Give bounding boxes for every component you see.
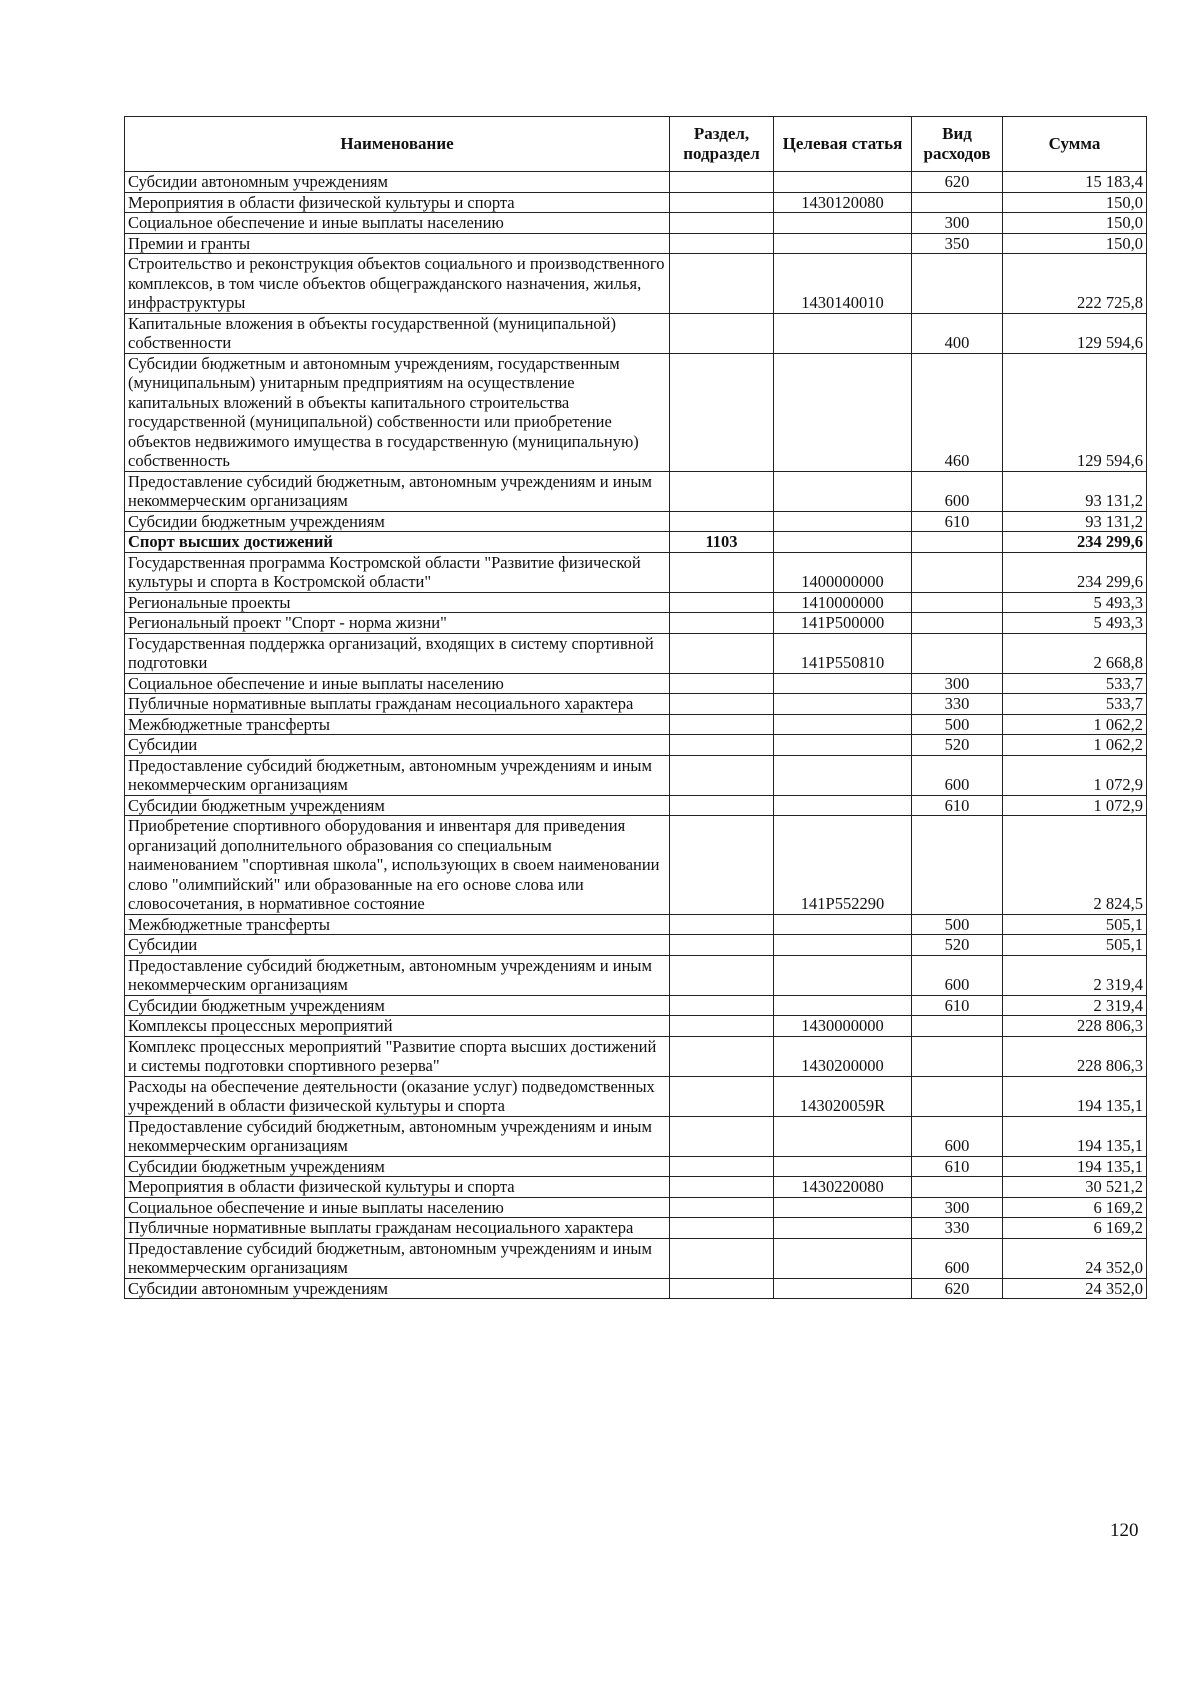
row-target-article: 1430000000	[774, 1016, 912, 1037]
table-row	[125, 935, 1147, 956]
row-name: Социальное обеспечение и иные выплаты населению	[125, 1197, 670, 1218]
row-section	[670, 1076, 774, 1116]
row-section: 1103	[670, 532, 774, 553]
row-target-article: 1430220080	[774, 1177, 912, 1198]
row-expense-type: 600	[912, 1116, 1003, 1156]
row-section	[670, 1116, 774, 1156]
row-expense-type: 300	[912, 213, 1003, 234]
row-expense-type	[912, 633, 1003, 673]
row-sum: 194 135,1	[1003, 1156, 1147, 1177]
table-row	[125, 1016, 1147, 1037]
table-row	[125, 995, 1147, 1016]
row-name: Региональные проекты	[125, 592, 670, 613]
row-name: Предоставление субсидий бюджетным, автономным учреждениям и иным некоммерческим организациям	[125, 471, 670, 511]
row-target-article: 1400000000	[774, 552, 912, 592]
row-sum: 129 594,6	[1003, 353, 1147, 471]
table-row	[125, 673, 1147, 694]
table-row	[125, 1278, 1147, 1299]
row-name: Расходы на обеспечение деятельности (оказание услуг) подведомственных учреждений в области физической культуры и спорта	[125, 1076, 670, 1116]
row-target-article	[774, 955, 912, 995]
row-expense-type	[912, 254, 1003, 314]
row-target-article: 1430140010	[774, 254, 912, 314]
table-row	[125, 254, 1147, 314]
row-section	[670, 914, 774, 935]
row-name: Социальное обеспечение и иные выплаты населению	[125, 673, 670, 694]
row-name: Комплекс процессных мероприятий "Развитие спорта высших достижений и системы подготовки спортивного резерва"	[125, 1036, 670, 1076]
row-expense-type: 460	[912, 353, 1003, 471]
table-row	[125, 1076, 1147, 1116]
row-section	[670, 1036, 774, 1076]
row-target-article: 1430120080	[774, 192, 912, 213]
row-section	[670, 213, 774, 234]
page-number: 120	[1110, 1520, 1139, 1541]
row-target-article: 141P550810	[774, 633, 912, 673]
row-target-article	[774, 935, 912, 956]
header-target: Целевая статья	[774, 117, 912, 172]
row-target-article: 143020059R	[774, 1076, 912, 1116]
table-row	[125, 192, 1147, 213]
row-section	[670, 935, 774, 956]
row-section	[670, 755, 774, 795]
row-sum: 234 299,6	[1003, 552, 1147, 592]
row-expense-type	[912, 192, 1003, 213]
row-sum: 2 824,5	[1003, 816, 1147, 915]
row-expense-type	[912, 552, 1003, 592]
row-expense-type: 600	[912, 1238, 1003, 1278]
table-body	[125, 172, 1147, 1299]
table-row	[125, 633, 1147, 673]
row-target-article: 141P500000	[774, 613, 912, 634]
row-expense-type: 620	[912, 1278, 1003, 1299]
table-row	[125, 1116, 1147, 1156]
row-section	[670, 816, 774, 915]
row-name: Публичные нормативные выплаты гражданам несоциального характера	[125, 1218, 670, 1239]
row-target-article	[774, 172, 912, 193]
table-row	[125, 532, 1147, 553]
row-target-article	[774, 1156, 912, 1177]
row-section	[670, 1218, 774, 1239]
table-row	[125, 735, 1147, 756]
row-sum: 2 319,4	[1003, 995, 1147, 1016]
row-name: Государственная поддержка организаций, входящих в систему спортивной подготовки	[125, 633, 670, 673]
row-name: Государственная программа Костромской области "Развитие физической культуры и спорта в Костромской области"	[125, 552, 670, 592]
row-name: Предоставление субсидий бюджетным, автономным учреждениям и иным некоммерческим организациям	[125, 1116, 670, 1156]
row-target-article	[774, 471, 912, 511]
row-target-article	[774, 694, 912, 715]
row-sum: 505,1	[1003, 914, 1147, 935]
row-name: Субсидии бюджетным учреждениям	[125, 995, 670, 1016]
row-sum: 228 806,3	[1003, 1016, 1147, 1037]
row-name: Премии и гранты	[125, 233, 670, 254]
row-sum: 1 072,9	[1003, 795, 1147, 816]
row-section	[670, 172, 774, 193]
row-expense-type	[912, 1016, 1003, 1037]
row-section	[670, 995, 774, 1016]
row-sum: 533,7	[1003, 694, 1147, 715]
row-sum: 6 169,2	[1003, 1218, 1147, 1239]
row-section	[670, 694, 774, 715]
row-sum: 129 594,6	[1003, 313, 1147, 353]
row-expense-type: 610	[912, 995, 1003, 1016]
row-name: Межбюджетные трансферты	[125, 714, 670, 735]
row-expense-type	[912, 592, 1003, 613]
row-section	[670, 353, 774, 471]
row-target-article	[774, 735, 912, 756]
table-row	[125, 1036, 1147, 1076]
row-section	[670, 1016, 774, 1037]
row-name: Региональный проект "Спорт - норма жизни"	[125, 613, 670, 634]
row-section	[670, 592, 774, 613]
row-target-article	[774, 673, 912, 694]
row-expense-type	[912, 532, 1003, 553]
table-row	[125, 511, 1147, 532]
row-target-article	[774, 914, 912, 935]
row-sum: 93 131,2	[1003, 511, 1147, 532]
row-section	[670, 552, 774, 592]
row-sum: 222 725,8	[1003, 254, 1147, 314]
row-target-article	[774, 1238, 912, 1278]
row-target-article	[774, 714, 912, 735]
row-expense-type	[912, 1076, 1003, 1116]
table-row	[125, 694, 1147, 715]
table-row	[125, 1156, 1147, 1177]
table-row	[125, 1218, 1147, 1239]
row-section	[670, 254, 774, 314]
row-target-article	[774, 233, 912, 254]
row-target-article	[774, 532, 912, 553]
row-target-article: 1410000000	[774, 592, 912, 613]
row-target-article	[774, 1197, 912, 1218]
table-row	[125, 714, 1147, 735]
row-target-article	[774, 313, 912, 353]
row-sum: 2 668,8	[1003, 633, 1147, 673]
row-sum: 150,0	[1003, 213, 1147, 234]
row-name: Мероприятия в области физической культуры и спорта	[125, 1177, 670, 1198]
table-row	[125, 1197, 1147, 1218]
table-row	[125, 1238, 1147, 1278]
row-name: Субсидии автономным учреждениям	[125, 1278, 670, 1299]
row-expense-type: 330	[912, 694, 1003, 715]
row-target-article: 141P552290	[774, 816, 912, 915]
table-row	[125, 613, 1147, 634]
row-target-article	[774, 1278, 912, 1299]
row-section	[670, 471, 774, 511]
row-expense-type: 350	[912, 233, 1003, 254]
row-sum: 5 493,3	[1003, 592, 1147, 613]
row-sum: 30 521,2	[1003, 1177, 1147, 1198]
table-row	[125, 313, 1147, 353]
table-row	[125, 233, 1147, 254]
row-name: Межбюджетные трансферты	[125, 914, 670, 935]
row-expense-type: 300	[912, 673, 1003, 694]
row-target-article: 1430200000	[774, 1036, 912, 1076]
row-name: Субсидии	[125, 735, 670, 756]
row-name: Публичные нормативные выплаты гражданам несоциального характера	[125, 694, 670, 715]
table-row	[125, 914, 1147, 935]
row-name: Комплексы процессных мероприятий	[125, 1016, 670, 1037]
row-section	[670, 673, 774, 694]
row-section	[670, 1156, 774, 1177]
header-name: Наименование	[125, 117, 670, 172]
row-sum: 93 131,2	[1003, 471, 1147, 511]
row-section	[670, 192, 774, 213]
row-name: Спорт высших достижений	[125, 532, 670, 553]
row-section	[670, 233, 774, 254]
row-name: Социальное обеспечение и иные выплаты населению	[125, 213, 670, 234]
row-sum: 1 072,9	[1003, 755, 1147, 795]
row-sum: 15 183,4	[1003, 172, 1147, 193]
row-expense-type: 600	[912, 471, 1003, 511]
row-section	[670, 1278, 774, 1299]
row-sum: 24 352,0	[1003, 1238, 1147, 1278]
table-row	[125, 816, 1147, 915]
row-sum: 1 062,2	[1003, 714, 1147, 735]
row-expense-type: 620	[912, 172, 1003, 193]
row-expense-type: 610	[912, 511, 1003, 532]
table-row	[125, 755, 1147, 795]
row-section	[670, 511, 774, 532]
row-section	[670, 955, 774, 995]
row-sum: 234 299,6	[1003, 532, 1147, 553]
row-expense-type: 500	[912, 914, 1003, 935]
row-expense-type: 520	[912, 935, 1003, 956]
table-row	[125, 955, 1147, 995]
row-expense-type	[912, 613, 1003, 634]
row-name: Мероприятия в области физической культуры и спорта	[125, 192, 670, 213]
header-vid: Вид расходов	[912, 117, 1003, 172]
row-section	[670, 613, 774, 634]
row-section	[670, 795, 774, 816]
row-sum: 228 806,3	[1003, 1036, 1147, 1076]
row-name: Приобретение спортивного оборудования и инвентаря для приведения организаций дополнительного образования со специальным наименованием "спортивная школа", использующих в своем наименовании слово "олимпийский" или образованные на его основе слова или словосочетания, в нормативное состояние	[125, 816, 670, 915]
budget-table	[124, 116, 1147, 1299]
table-row	[125, 353, 1147, 471]
row-section	[670, 633, 774, 673]
row-target-article	[774, 755, 912, 795]
table-row	[125, 795, 1147, 816]
row-target-article	[774, 213, 912, 234]
row-sum: 533,7	[1003, 673, 1147, 694]
row-section	[670, 1238, 774, 1278]
row-section	[670, 1197, 774, 1218]
row-sum: 505,1	[1003, 935, 1147, 956]
row-section	[670, 313, 774, 353]
row-section	[670, 714, 774, 735]
header-sum: Сумма	[1003, 117, 1147, 172]
row-expense-type: 400	[912, 313, 1003, 353]
row-sum: 6 169,2	[1003, 1197, 1147, 1218]
row-target-article	[774, 353, 912, 471]
row-expense-type: 600	[912, 955, 1003, 995]
row-name: Субсидии бюджетным учреждениям	[125, 795, 670, 816]
row-sum: 194 135,1	[1003, 1116, 1147, 1156]
table-row	[125, 213, 1147, 234]
header-row	[125, 117, 1147, 172]
row-sum: 5 493,3	[1003, 613, 1147, 634]
row-target-article	[774, 995, 912, 1016]
row-section	[670, 735, 774, 756]
row-expense-type	[912, 1036, 1003, 1076]
row-target-article	[774, 795, 912, 816]
row-name: Предоставление субсидий бюджетным, автономным учреждениям и иным некоммерческим организациям	[125, 1238, 670, 1278]
row-name: Субсидии бюджетным учреждениям	[125, 511, 670, 532]
row-sum: 1 062,2	[1003, 735, 1147, 756]
row-target-article	[774, 1218, 912, 1239]
row-name: Субсидии бюджетным и автономным учреждениям, государственным (муниципальным) унитарным предприятиям на осуществление капитальных вложений в объекты капитального строительства государственной (муниципальной) собственности или приобретение объектов недвижимого имущества в государственную (муниципальную) собственность	[125, 353, 670, 471]
row-name: Предоставление субсидий бюджетным, автономным учреждениям и иным некоммерческим организациям	[125, 755, 670, 795]
row-target-article	[774, 511, 912, 532]
row-name: Предоставление субсидий бюджетным, автономным учреждениям и иным некоммерческим организациям	[125, 955, 670, 995]
row-expense-type: 330	[912, 1218, 1003, 1239]
row-expense-type: 600	[912, 755, 1003, 795]
row-name: Субсидии бюджетным учреждениям	[125, 1156, 670, 1177]
table-row	[125, 1177, 1147, 1198]
header-section: Раздел, подраздел	[670, 117, 774, 172]
row-name: Строительство и реконструкция объектов социального и производственного комплексов, в том числе объектов общегражданского назначения, жилья, инфраструктуры	[125, 254, 670, 314]
row-name: Субсидии автономным учреждениям	[125, 172, 670, 193]
row-sum: 24 352,0	[1003, 1278, 1147, 1299]
table-row	[125, 172, 1147, 193]
table-row	[125, 592, 1147, 613]
row-section	[670, 1177, 774, 1198]
row-sum: 150,0	[1003, 192, 1147, 213]
row-expense-type: 300	[912, 1197, 1003, 1218]
row-name: Субсидии	[125, 935, 670, 956]
table-row	[125, 471, 1147, 511]
row-expense-type: 520	[912, 735, 1003, 756]
row-target-article	[774, 1116, 912, 1156]
row-expense-type: 610	[912, 1156, 1003, 1177]
row-sum: 150,0	[1003, 233, 1147, 254]
row-expense-type: 610	[912, 795, 1003, 816]
row-name: Капитальные вложения в объекты государственной (муниципальной) собственности	[125, 313, 670, 353]
row-sum: 194 135,1	[1003, 1076, 1147, 1116]
row-expense-type	[912, 816, 1003, 915]
row-expense-type: 500	[912, 714, 1003, 735]
table-row	[125, 552, 1147, 592]
row-expense-type	[912, 1177, 1003, 1198]
row-sum: 2 319,4	[1003, 955, 1147, 995]
